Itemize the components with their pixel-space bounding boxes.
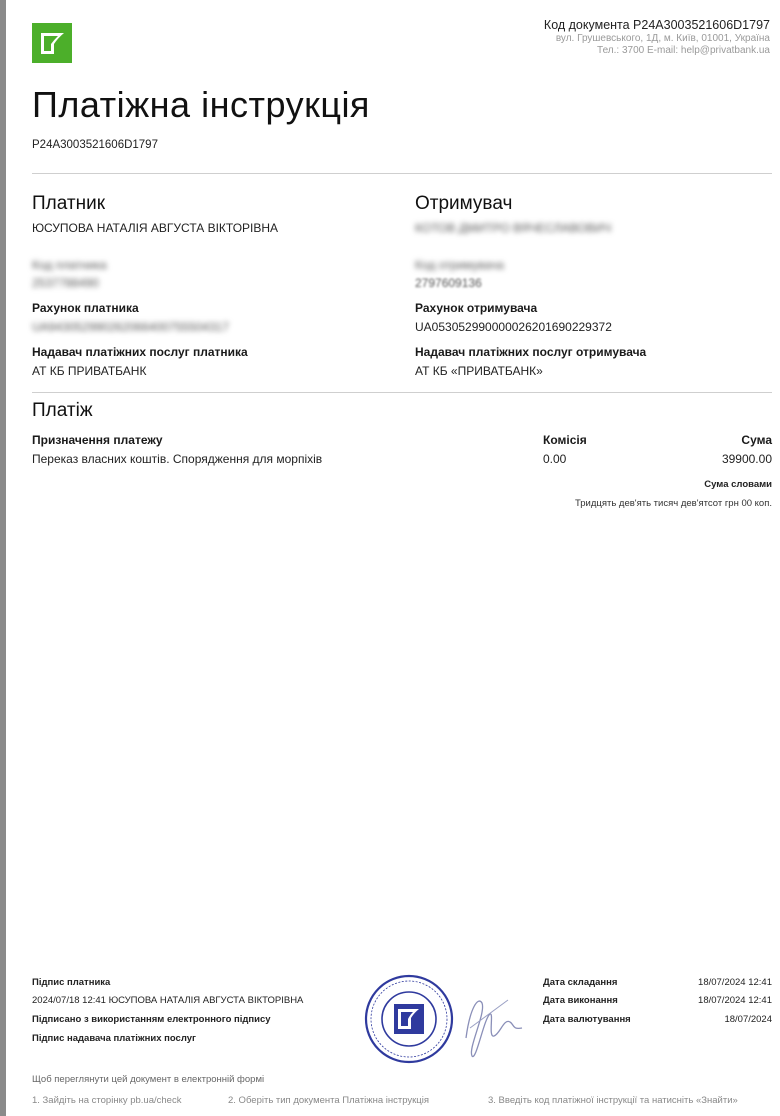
recipient-provider-value: АТ КБ «ПРИВАТБАНК» [415, 364, 543, 378]
amount-in-words-label: Сума словами [704, 479, 772, 490]
privatbank-logo-icon [32, 23, 72, 63]
document-number: P24A3003521606D1797 [32, 139, 158, 151]
amount-in-words-value: Тридцять дев'ять тисяч дев'ятсот грн 00 коп. [574, 498, 772, 509]
payer-provider-label: Надавач платіжних послуг платника [32, 345, 248, 359]
signature-icon [448, 978, 528, 1068]
date-created-value: 18/07/2024 12:41 [698, 977, 772, 988]
payer-provider-value: АТ КБ ПРИВАТБАНК [32, 364, 147, 378]
recipient-account-value: UA053052990000026201690229372 [415, 320, 612, 334]
divider [32, 173, 772, 174]
date-value-value: 18/07/2024 [724, 1014, 772, 1025]
payer-heading: Платник [32, 193, 106, 214]
payer-name: ЮСУПОВА НАТАЛІЯ АВГУСТА ВІКТОРІВНА [32, 221, 279, 235]
provider-signature-label: Підпис надавача платіжних послуг [32, 1033, 196, 1044]
bank-address-line: вул. Грушевського, 1Д, м. Київ, 01001, Україна [555, 33, 770, 44]
hint-step-2: 2. Оберіть тип документа Платіжна інструкція [228, 1095, 429, 1106]
recipient-code-value: 2797609136 [415, 276, 482, 290]
payer-account-value: UA943052990262066400755504317 [32, 320, 229, 334]
view-hint: Щоб переглянути цей документ в електронній формі [32, 1074, 265, 1085]
payer-code-value: 2537788490 [32, 276, 99, 290]
payment-amount-value: 39900.00 [721, 452, 772, 466]
bank-contacts-line: Тел.: 3700 E-mail: help@privatbank.ua [597, 44, 770, 56]
payment-fee-label: Комісія [543, 433, 587, 447]
recipient-heading: Отримувач [415, 193, 513, 214]
payer-signature-label: Підпис платника [32, 977, 111, 988]
payer-code-label: Код платника [32, 258, 107, 272]
payer-account-label: Рахунок платника [32, 301, 139, 315]
recipient-provider-label: Надавач платіжних послуг отримувача [415, 345, 647, 359]
payer-signature-value: 2024/07/18 12:41 ЮСУПОВА НАТАЛІЯ АВГУСТА ВІКТОРІВНА [32, 995, 304, 1006]
payment-heading: Платіж [32, 400, 93, 421]
divider [32, 392, 772, 393]
bank-stamp-icon [364, 974, 454, 1064]
hint-step-1: 1. Зайдіть на сторінку pb.ua/check [32, 1095, 182, 1106]
page-title: Платіжна інструкція [32, 84, 370, 125]
document-code: Код документа P24A3003521606D1797 [543, 18, 770, 32]
electronic-signature-note: Підписано з використанням електронного підпису [32, 1014, 271, 1025]
page-left-edge [0, 0, 6, 1116]
recipient-code-label: Код отримувача [415, 258, 504, 272]
date-created-label: Дата складання [543, 977, 618, 988]
date-executed-label: Дата виконання [543, 995, 618, 1006]
payment-purpose-value: Переказ власних коштів. Спорядження для морпіхів [32, 452, 323, 466]
payment-amount-label: Сума [741, 433, 772, 447]
date-executed-value: 18/07/2024 12:41 [698, 995, 772, 1006]
payment-fee-value: 0.00 [543, 452, 567, 466]
recipient-account-label: Рахунок отримувача [415, 301, 538, 315]
date-value-label: Дата валютування [543, 1014, 631, 1025]
hint-step-3: 3. Введіть код платіжної інструкції та натисніть «Знайти» [488, 1095, 738, 1106]
bank-address [556, 33, 770, 56]
payment-purpose-label: Призначення платежу [32, 433, 163, 447]
recipient-name: КОТОВ ДМИТРО ВЯЧЕСЛАВОВИЧ [415, 221, 612, 235]
